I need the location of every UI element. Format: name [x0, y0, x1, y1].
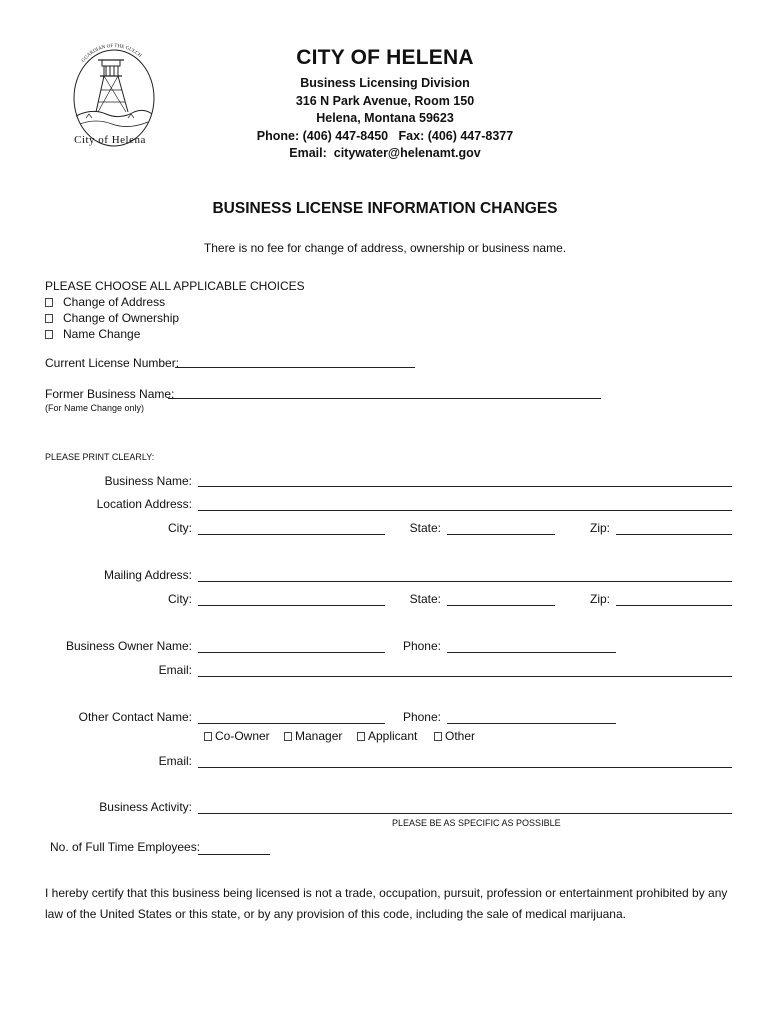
- owner-email-field[interactable]: [198, 676, 732, 677]
- role-label: Manager: [295, 729, 343, 743]
- business-activity-label: Business Activity:: [99, 800, 192, 814]
- role-label: Applicant: [368, 729, 418, 743]
- former-name-note: (For Name Change only): [45, 403, 145, 413]
- other-contact-email-label: Email:: [158, 754, 192, 768]
- choice-change-ownership[interactable]: [45, 311, 179, 325]
- current-license-field[interactable]: [175, 367, 415, 368]
- role-applicant[interactable]: [357, 729, 417, 743]
- location-zip-label: Zip:: [589, 521, 610, 535]
- mailing-city-label: City:: [168, 592, 192, 606]
- activity-note: PLEASE BE AS SPECIFIC AS POSSIBLE: [392, 818, 561, 828]
- location-address-label: Location Address:: [96, 497, 192, 511]
- other-contact-email-field[interactable]: [198, 767, 732, 768]
- role-label: Co-Owner: [215, 729, 270, 743]
- city-title: CITY OF HELENA: [296, 46, 474, 69]
- owner-phone-field[interactable]: [447, 652, 616, 653]
- business-name-label: Business Name:: [104, 474, 192, 488]
- checkbox[interactable]: [45, 330, 53, 339]
- location-state-label: State:: [409, 521, 441, 535]
- checkbox[interactable]: [434, 732, 442, 741]
- mailing-zip-label: Zip:: [589, 592, 610, 606]
- former-name-label: Former Business Name:: [45, 387, 175, 401]
- city-state-zip: Helena, Montana 59623: [316, 111, 454, 125]
- owner-email-label: Email:: [158, 663, 192, 677]
- seal-caption: City of Helena: [74, 134, 146, 146]
- role-other[interactable]: [434, 729, 475, 743]
- division-name: Business Licensing Division: [300, 76, 470, 90]
- current-license-label: Current License Number:: [45, 356, 180, 370]
- choice-label: Change of Address: [63, 295, 166, 309]
- role-co-owner[interactable]: [204, 729, 270, 743]
- location-zip-field[interactable]: [616, 534, 732, 535]
- choice-label: Name Change: [63, 327, 141, 341]
- street-address: 316 N Park Avenue, Room 150: [295, 94, 475, 108]
- other-contact-phone-label: Phone:: [402, 710, 441, 724]
- role-label: Other: [445, 729, 476, 743]
- choice-change-address[interactable]: [45, 295, 165, 309]
- other-contact-phone-field[interactable]: [447, 723, 616, 724]
- form-title: BUSINESS LICENSE INFORMATION CHANGES: [212, 200, 558, 217]
- print-clearly-note: PLEASE PRINT CLEARLY:: [45, 452, 155, 462]
- mailing-address-label: Mailing Address:: [103, 568, 192, 582]
- other-contact-field[interactable]: [198, 723, 385, 724]
- owner-name-label: Business Owner Name:: [65, 639, 192, 653]
- location-address-field[interactable]: [198, 510, 732, 511]
- certification-statement: I hereby certify that this business being licensed is not a trade, occupation, pursuit, profession or entertainment prohibited by any law of the United States or this state, or by any provision of this code, including the sale of medical marijuana.: [45, 886, 728, 921]
- location-state-field[interactable]: [447, 534, 555, 535]
- contact-email: Email: citywater@helenamt.gov: [289, 146, 481, 160]
- mailing-zip-field[interactable]: [616, 605, 732, 606]
- choices-heading: PLEASE CHOOSE ALL APPLICABLE CHOICES: [45, 279, 305, 293]
- checkbox[interactable]: [357, 732, 365, 741]
- business-name-field[interactable]: [198, 486, 732, 487]
- phone-fax: Phone: (406) 447-8450 Fax: (406) 447-8377: [256, 129, 514, 143]
- owner-phone-label: Phone:: [402, 639, 441, 653]
- owner-name-field[interactable]: [198, 652, 385, 653]
- former-name-field[interactable]: [168, 398, 601, 399]
- choice-name-change[interactable]: [45, 327, 140, 341]
- mailing-address-field[interactable]: [198, 581, 732, 582]
- role-manager[interactable]: [284, 729, 342, 743]
- mailing-state-field[interactable]: [447, 605, 555, 606]
- choice-label: Change of Ownership: [63, 311, 180, 325]
- svg-text:GUARDIAN OF THE GULCH: GUARDIAN OF THE GULCH: [81, 43, 143, 64]
- fee-note: There is no fee for change of address, ownership or business name.: [203, 241, 567, 255]
- location-city-label: City:: [168, 521, 192, 535]
- location-city-field[interactable]: [198, 534, 385, 535]
- employees-label: No. of Full Time Employees:: [50, 840, 201, 854]
- checkbox[interactable]: [45, 314, 53, 323]
- business-activity-field[interactable]: [198, 813, 732, 814]
- other-contact-label: Other Contact Name:: [78, 710, 192, 724]
- checkbox[interactable]: [284, 732, 292, 741]
- mailing-city-field[interactable]: [198, 605, 385, 606]
- checkbox[interactable]: [45, 298, 53, 307]
- checkbox[interactable]: [204, 732, 212, 741]
- mailing-state-label: State:: [409, 592, 441, 606]
- employees-field[interactable]: [198, 854, 270, 855]
